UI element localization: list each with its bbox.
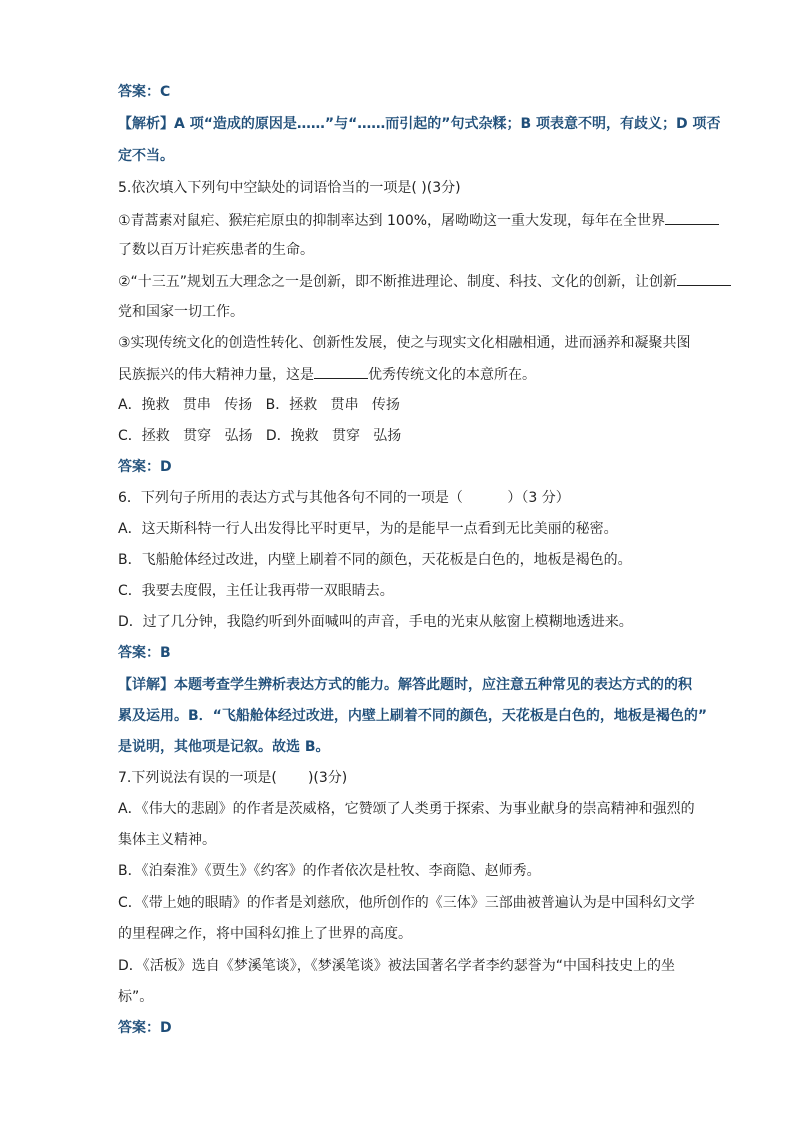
answer-line: 答案：C	[118, 84, 171, 100]
option-line: C．《带上她的眼睛》的作者是刘慈欣，他所创作的《三体》三部曲被普遍认为是中国科幻文学	[118, 895, 695, 911]
question-line: 了数以百万计疟疾患者的生命。	[118, 242, 314, 258]
option-line: C．拯救 贯穿 弘扬 D．挽救 贯穿 弘扬	[118, 428, 402, 444]
question-line: 7.下列说法有误的一项是( )(3分)	[118, 770, 348, 786]
option-line: A．挽救 贯串 传扬 B．拯救 贯串 传扬	[118, 397, 400, 413]
question-line: 党和国家一切工作。	[118, 304, 244, 320]
question-line: 6．下列句子所用的表达方式与其他各句不同的一项是（ ）（3 分）	[118, 490, 570, 506]
answer-line: 答案：D	[118, 459, 172, 475]
question-text: 民族振兴的伟大精神力量，这是	[118, 367, 314, 383]
question-text: 优秀传统文化的本意所在。	[368, 367, 536, 383]
fill-blank	[677, 271, 731, 286]
question-text: ①青蒿素对鼠疟、猴疟疟原虫的抑制率达到 100%，屠呦呦这一重大发现，每年在全世界	[118, 213, 666, 229]
fill-blank	[314, 364, 368, 379]
option-line: A．这天斯科特一行人出发得比平时更早，为的是能早一点看到无比美丽的秘密。	[118, 521, 618, 537]
question-line: 5.依次填入下列句中空缺处的词语恰当的一项是( )(3分)	[118, 180, 461, 196]
analysis-line: 累及运用。B．“飞船舱体经过改进，内壁上刷着不同的颜色，天花板是白色的，地板是褐色的”	[118, 708, 708, 724]
analysis-line: 【解析】A 项“造成的原因是……”与“……而引起的”句式杂糅；B 项表意不明，有歧义；D 项否	[118, 116, 721, 132]
fill-blank	[665, 210, 719, 225]
analysis-line: 【详解】本题考查学生辨析表达方式的能力。解答此题时，应注意五种常见的表达方式的的积	[118, 677, 692, 693]
question-line	[118, 364, 536, 385]
option-line: B．《泊秦淮》《贾生》《约客》的作者依次是杜牧、李商隐、赵师秀。	[118, 863, 541, 879]
option-line: 的里程碑之作，将中国科幻推上了世界的高度。	[118, 926, 412, 942]
question-line	[118, 271, 731, 292]
answer-line: 答案：D	[118, 1020, 172, 1036]
option-line: 集体主义精神。	[118, 832, 216, 848]
option-line: 标”。	[118, 989, 154, 1005]
question-line: ③实现传统文化的创造性转化、创新性发展，使之与现实文化相融相通，进而涵养和凝聚共图	[118, 335, 691, 351]
question-text: ②“十三五”规划五大理念之一是创新，即不断推进理论、制度、科技、文化的创新，让创新	[118, 274, 678, 290]
analysis-line: 是说明，其他项是记叙。故选 B。	[118, 739, 330, 755]
option-line: B．飞船舱体经过改进，内壁上刷着不同的颜色，天花板是白色的，地板是褐色的。	[118, 552, 632, 568]
analysis-line: 定不当。	[118, 148, 174, 164]
option-line: D．《活板》选自《梦溪笔谈》，《梦溪笔谈》被法国著名学者李约瑟誉为“中国科技史上的坐	[118, 958, 676, 974]
answer-line: 答案：B	[118, 645, 171, 661]
option-line: D．过了几分钟，我隐约听到外面喊叫的声音，手电的光束从舷窗上模糊地透进来。	[118, 614, 633, 630]
question-line	[118, 210, 719, 231]
option-line: C．我要去度假，主任让我再带一双眼睛去。	[118, 583, 394, 599]
option-line: A．《伟大的悲剧》的作者是茨威格，它赞颂了人类勇于探索、为事业献身的崇高精神和强烈的	[118, 801, 695, 817]
